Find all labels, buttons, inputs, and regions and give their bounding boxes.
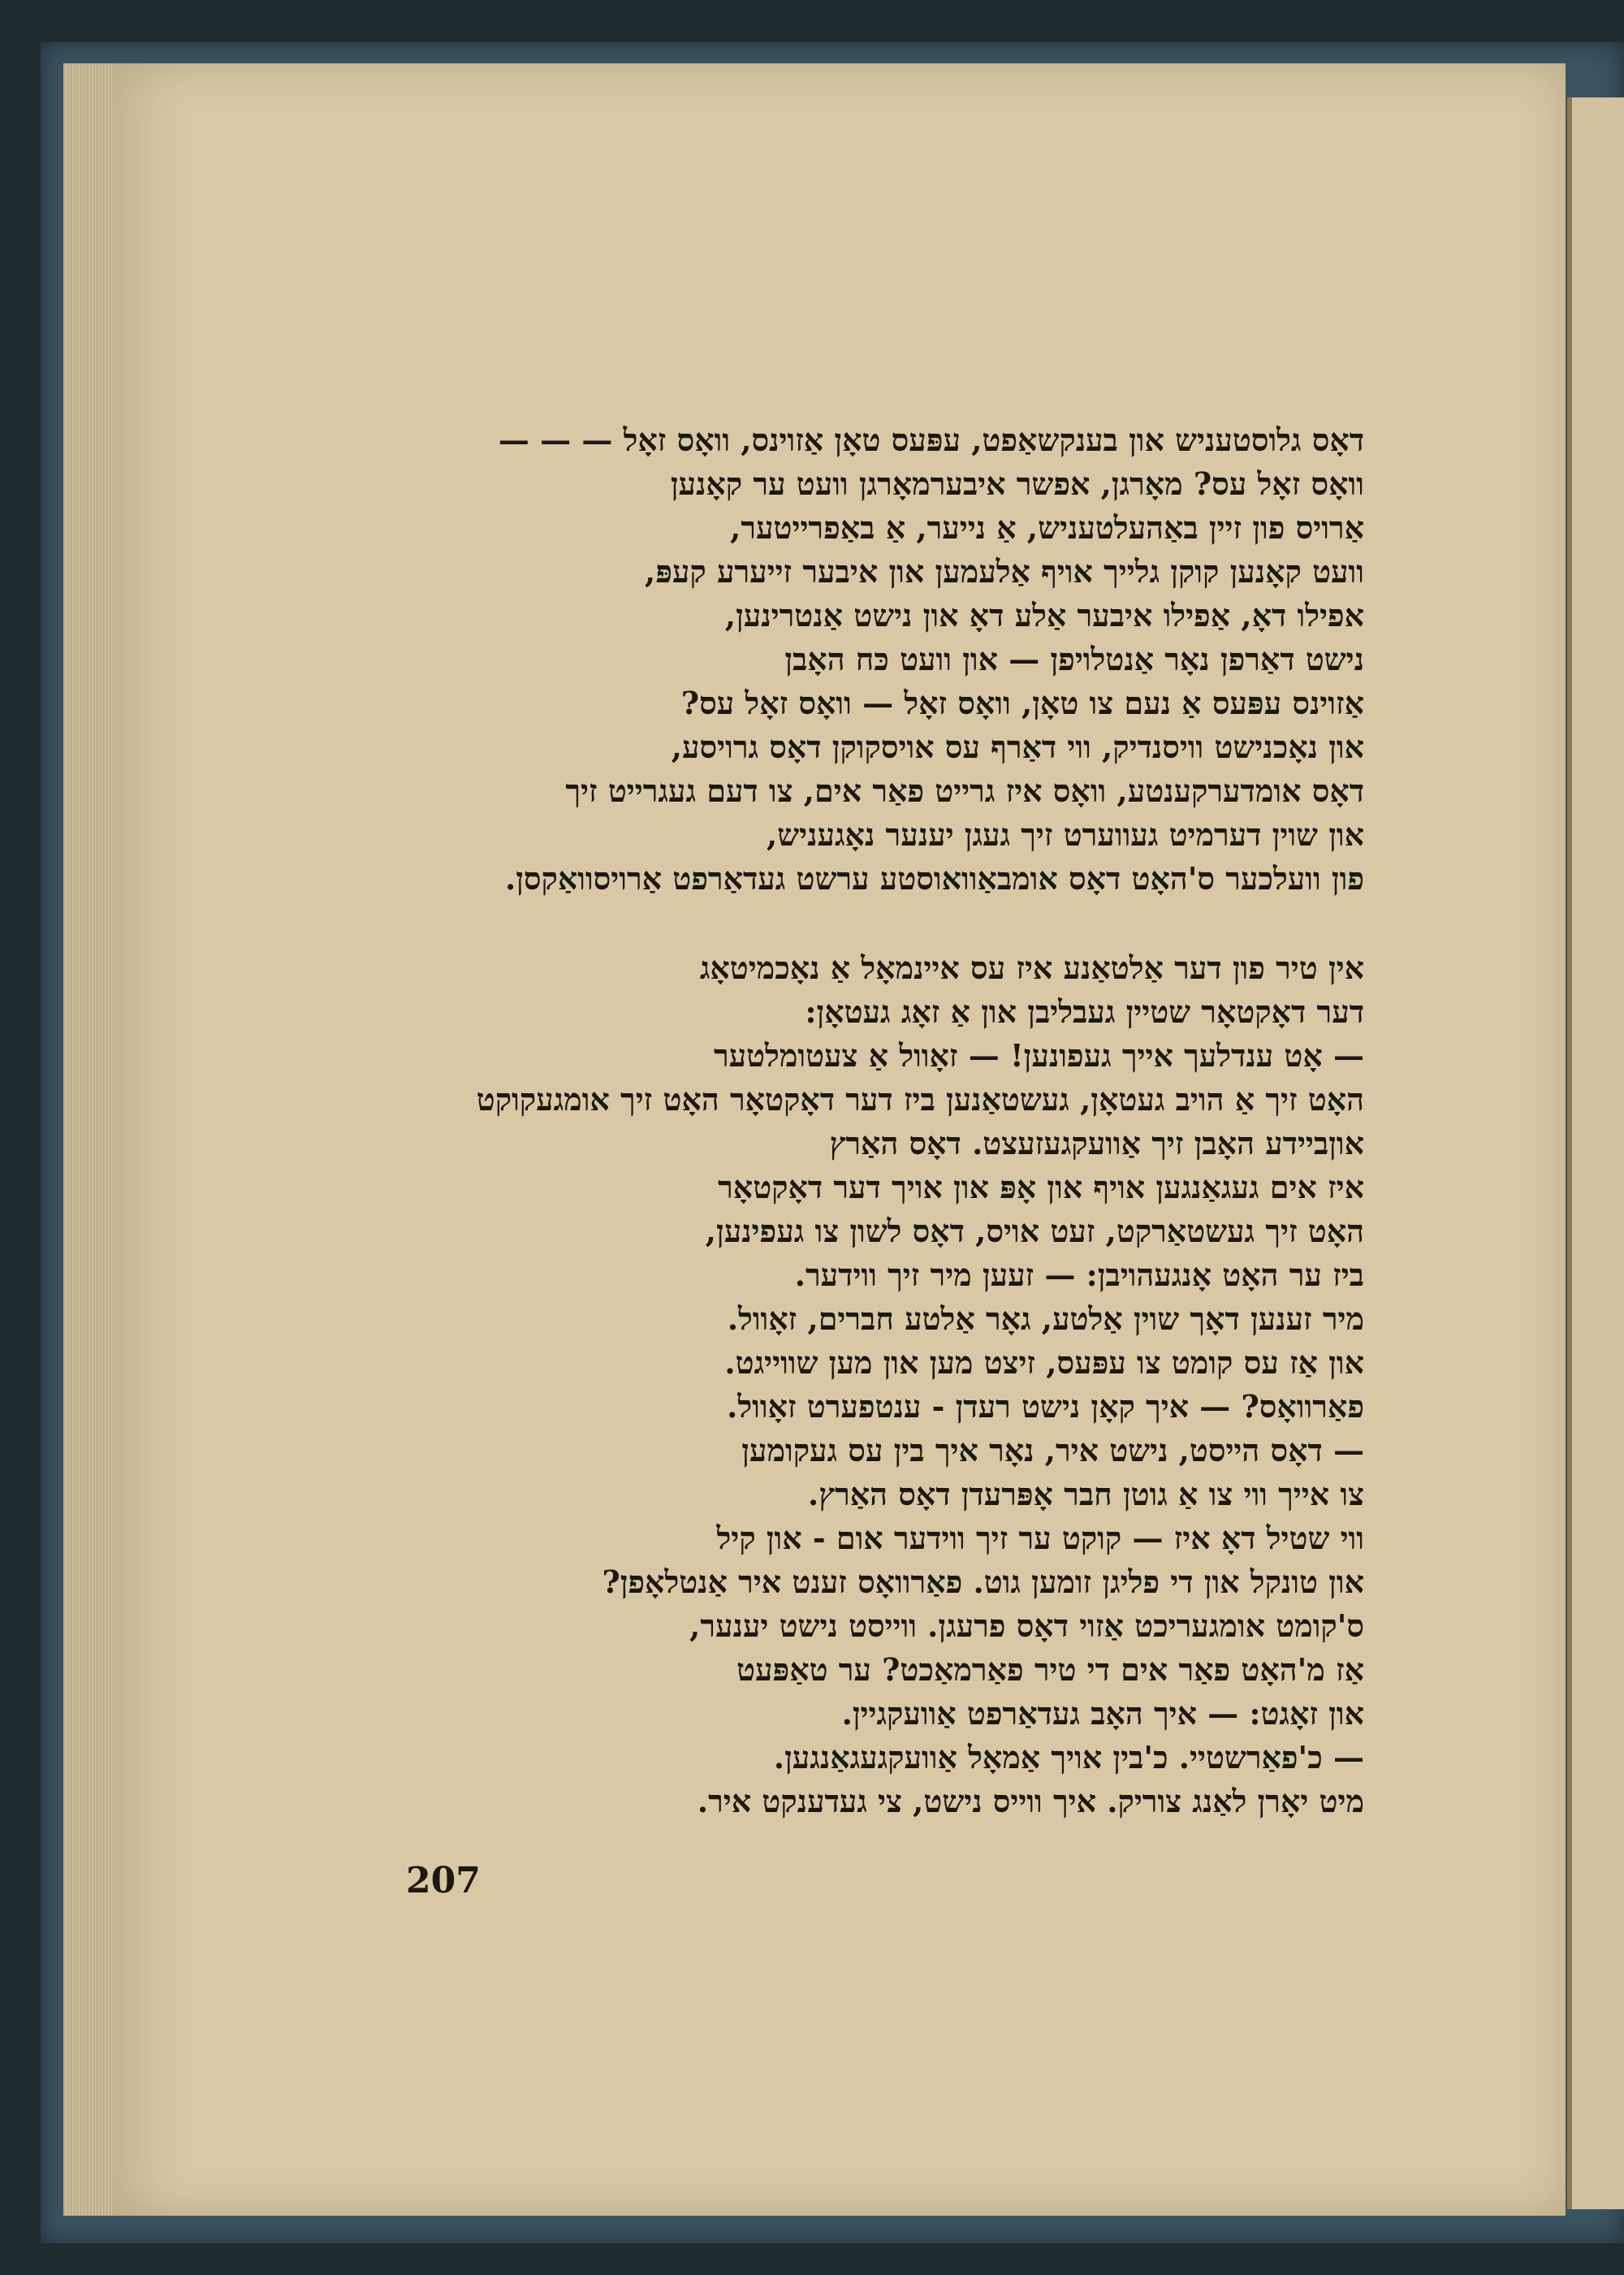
text-line: דאָס גלוסטעניש און בענקשאַפט, עפּעס טאָן אַזוינס, וואָס זאָל — — — [498, 422, 1364, 458]
text-line: וואָס זאָל עס? מאָרגן, אפשר איבערמאָרגן וועט ער קאָנען [670, 465, 1364, 502]
text-line: וועט קאָנען קוקן גלייך אויף אַלעמען און איבער זייערע קעפּ, [644, 553, 1364, 590]
text-line: ס'קומט אומגעריכט אַזוי דאָס פרעגן. ווייסט נישט יענער, [689, 1607, 1364, 1644]
text-line: דער דאָקטאָר שטיין געבליבן און אַ זאָג געטאָן: [805, 993, 1364, 1030]
text-line: מיט יאָרן לאַנג צוריק. איך ווייס נישט, צי געדענקט איר. [697, 1783, 1364, 1819]
text-line: פון וועלכער ס'האָט דאָס אומבאַוואוסטע ערשט געדאַרפט אַרויסוואַקסן. [504, 860, 1364, 897]
text-line: און נאָכנישט וויסנדיק, ווי דאַרף עס אויסקוקן דאָס גרויסע, [671, 729, 1364, 765]
page-text [406, 418, 1364, 1823]
text-line: צו אייך ווי צו אַ גוטן חבר אָפּרעדן דאָס האַרץ. [808, 1476, 1364, 1512]
text-line: אַזוינס עפּעס אַ נעם צו טאָן, וואָס זאָל — וואָס זאָל עס? [680, 685, 1364, 721]
text-line: און זאָגט: — איך האָב געדאַרפט אַוועקגיין. [841, 1695, 1364, 1732]
text-line: נישט דאַרפן נאָר אַנטלויפן — און וועט כּח האָבן [784, 641, 1364, 677]
text-line: אוןביידע האָבן זיך אַוועקגעזעצט. דאָס האַרץ [829, 1125, 1364, 1161]
text-line: אַז מ'האָט פאַר אים די טיר פאַרמאַכט? ער טאַפּעט [736, 1651, 1364, 1688]
text-line: ביז ער האָט אָנגעהויבן: — זעען מיר זיך ווידער. [794, 1256, 1364, 1293]
paragraph [406, 946, 1364, 1823]
facing-page-edge [1567, 97, 1624, 2209]
text-line: פאַרוואָס? — איך קאָן נישט רעדן - ענטפערט זאָוול. [727, 1388, 1364, 1425]
page-edges [63, 63, 112, 2216]
text-line: אַרויס פון זיין באַהעלטעניש, אַ נייער, אַ באַפרייטער, [730, 509, 1364, 546]
text-line: האָט זיך געשטאַרקט, זעט אויס, דאָס לשון צו געפינען, [705, 1213, 1364, 1249]
text-line: אפילו דאָ, אַפילו איבער אַלע דאָ און נישט אַנטרינען, [724, 597, 1364, 634]
text-line: דאָס אומדערקענטע, וואָס איז גרייט פאַר אים, צו דעם געגרייט זיך [565, 772, 1364, 809]
text-line: אין טיר פון דער אַלטאַנע איז עס איינמאָל אַ נאָכמיטאָג [699, 949, 1364, 986]
text-line: און אַז עס קומט צו עפּעס, זיצט מען און מען שווייגט. [724, 1344, 1364, 1381]
paragraph-gap [406, 901, 1364, 946]
text-line: איז אים געגאַנגען אויף און אָפּ און אויך דער דאָקטאָר [718, 1169, 1364, 1205]
page-number: 207 [406, 1860, 481, 1901]
text-line: מיר זענען דאָך שוין אַלטע, גאָר אַלטע חברים, זאָוול. [727, 1300, 1364, 1337]
text-line: און שוין דערמיט געווערט זיך געגן יענער נאָגעניש, [767, 816, 1364, 853]
text-line: ווי שטיל דאָ איז — קוקט ער זיך ווידער אום - און קיל [716, 1520, 1364, 1556]
text-line: האָט זיך אַ הויב געטאָן, געשטאַנען ביז דער דאָקטאָר האָט זיך אומגעקוקט [476, 1081, 1364, 1118]
text-line: — דאָס הייסט, נישט איר, נאָר איך בין עס געקומען [741, 1432, 1364, 1468]
text-line: און טונקל און די פליגן זומען גוט. פאַרוואָס זענט איר אַנטלאָפן? [602, 1564, 1364, 1600]
text-line: — אָט ענדלעך אייך געפונען! — זאָוול אַ צעטומלטער [713, 1037, 1364, 1074]
text-line: — כ'פאַרשטיי. כ'בין אויך אַמאָל אַוועקגעגאַנגען. [773, 1739, 1364, 1775]
paragraph [406, 418, 1364, 901]
